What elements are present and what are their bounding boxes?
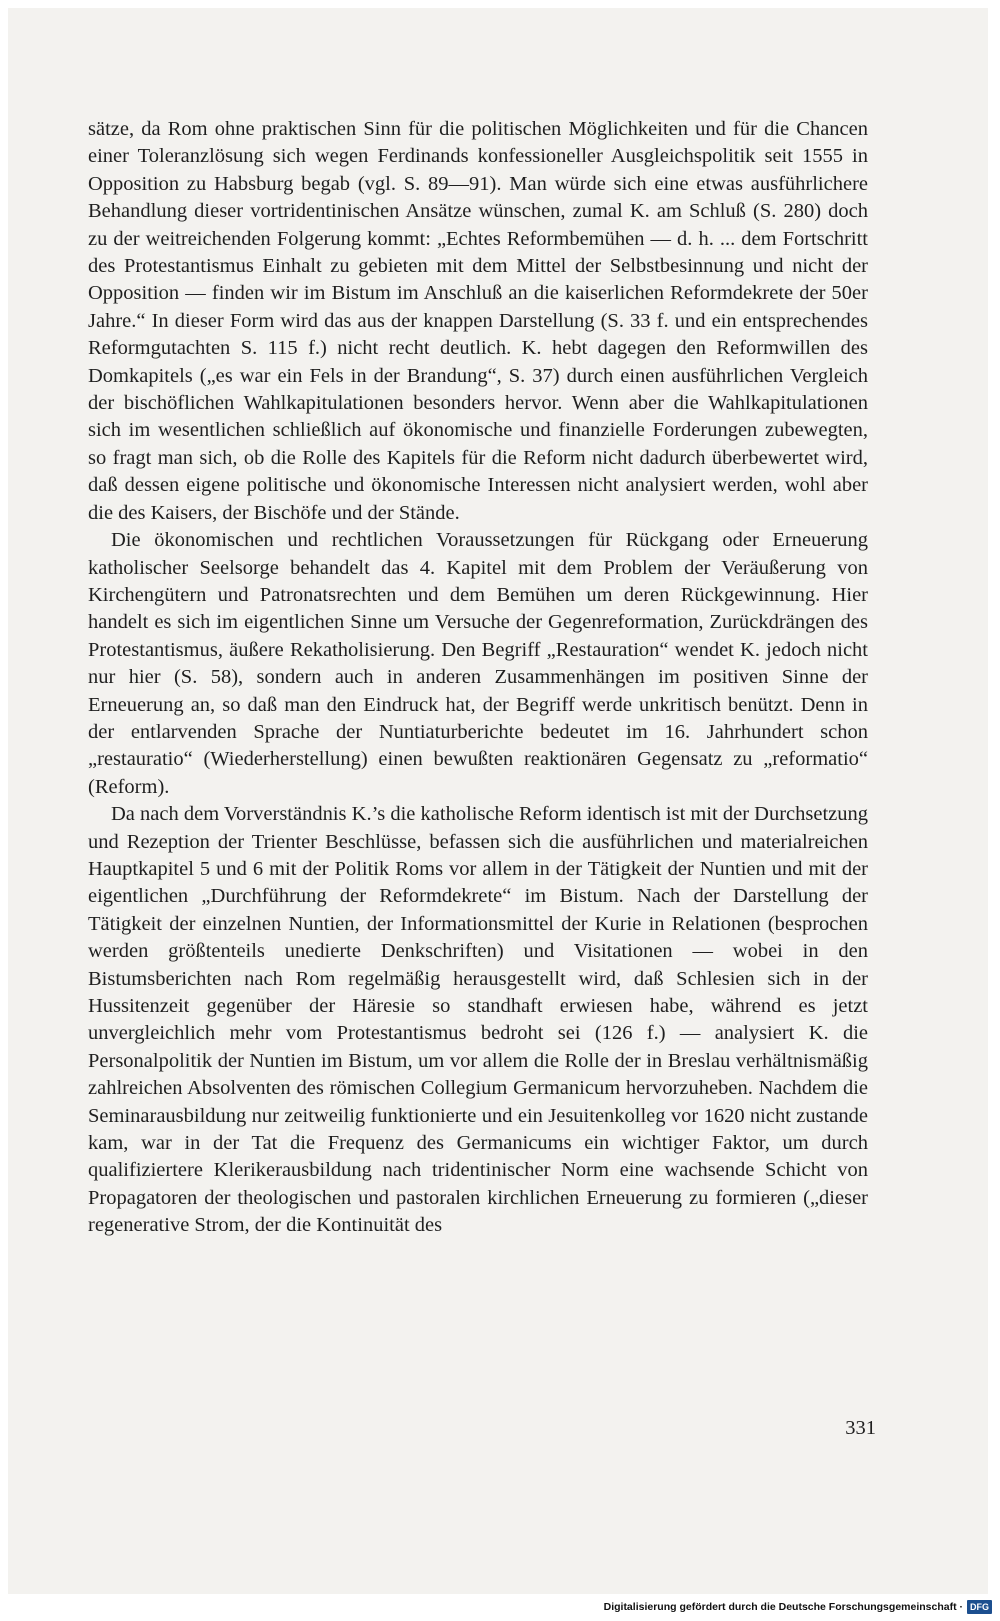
scanned-page xyxy=(8,8,988,1594)
footer-text: Digitalisierung gefördert durch die Deutsche Forschungsgemeinschaft · xyxy=(603,1601,963,1613)
dfg-logo: DFG xyxy=(967,1600,992,1614)
page-number: 331 xyxy=(845,1417,876,1439)
body-text xyxy=(88,116,868,1240)
paragraph-2: Die ökonomischen und rechtlichen Voraussetzungen für Rückgang oder Erneuerung katholischer Seelsorge behandelt das 4. Kapitel mit dem Problem der Veräußerung von Kirchengütern und Patronatsrechten und dem Bemühen um deren Rückgewinnung. Hier handelt es sich im eigentlichen Sinne um Versuche der Gegenreformation, Zurückdrängen des Protestantismus, äußere Rekatholisierung. Den Begriff „Restauration“ wendet K. jedoch nicht nur hier (S. 58), sondern auch in anderen Zusammenhängen im positiven Sinne der Erneuerung an, so daß man den Eindruck hat, der Begriff werde unkritisch benützt. Denn in der entlarvenden Sprache der Nuntiaturberichte bedeutet im 16. Jahrhundert schon „restauratio“ (Wiederherstellung) einen bewußten reaktionären Gegensatz zu „reformatio“ (Reform). xyxy=(88,529,868,798)
digitization-footer xyxy=(604,1599,992,1615)
paragraph-1: sätze, da Rom ohne praktischen Sinn für die politischen Möglichkeiten und für die Chancen einer Toleranzlösung sich wegen Ferdinands konfessioneller Ausgleichspolitik seit 1555 in Opposition zu Habsburg begab (vgl. S. 89—91). Man würde sich eine etwas ausführlichere Behandlung dieser vortridentinischen Ansätze wünschen, zumal K. am Schluß (S. 280) doch zu der weitreichenden Folgerung kommt: „Echtes Reformbemühen — d. h. ... dem Fortschritt des Protestantismus Einhalt zu gebieten mit dem Mittel der Selbstbesinnung und nicht der Opposition — finden wir im Bistum im Anschluß an die kaiserlichen Reformdekrete der 50er Jahre.“ In dieser Form wird das aus der knappen Darstellung (S. 33 f. und ein entsprechendes Reformgutachten S. 115 f.) nicht recht deutlich. K. hebt dagegen den Reformwillen des Domkapitels („es war ein Fels in der Brandung“, S. 37) durch einen ausführlichen Vergleich der bischöflichen Wahlkapitulationen besonders hervor. Wenn aber die Wahlkapitulationen sich im wesentlichen schließlich auf ökonomische und finanzielle Forderungen zubewegten, so fragt man sich, ob die Rolle des Kapitels für die Reform nicht dadurch überbewertet wird, daß dessen eigene politische und ökonomische Interessen nicht analysiert werden, wohl aber die des Kaisers, der Bischöfe und der Stände. xyxy=(88,118,868,524)
paragraph-3: Da nach dem Vorverständnis K.’s die katholische Reform identisch ist mit der Durchsetzung und Rezeption der Trienter Beschlüsse, befassen sich die ausführlichen und materialreichen Hauptkapitel 5 und 6 mit der Politik Roms vor allem in der Tätigkeit der Nuntien und mit der eigentlichen „Durchführung der Reformdekrete“ im Bistum. Nach der Darstellung der Tätigkeit der einzelnen Nuntien, der Informationsmittel der Kurie in Relationen (besprochen werden größtenteils unedierte Denkschriften) und Visitationen — wobei in den Bistumsberichten nach Rom regelmäßig herausgestellt wird, daß Schlesien sich in der Hussitenzeit gegenüber der Häresie so standhaft erwiesen habe, während es jetzt unvergleichlich mehr vom Protestantismus bedroht sei (126 f.) — analysiert K. die Personalpolitik der Nuntien im Bistum, um vor allem die Rolle der in Breslau verhältnismäßig zahlreichen Absolventen des römischen Collegium Germanicum hervorzuheben. Nachdem die Seminarausbildung nur zeitweilig funktionierte und ein Jesuitenkolleg vor 1620 nicht zustande kam, war in der Tat die Frequenz des Germanicums ein wichtiger Faktor, um durch qualifiziertere Klerikerausbildung nach tridentinischer Norm eine wachsende Schicht von Propagatoren der theologischen und pastoralen kirchlichen Erneuerung zu formieren („dieser regenerative Strom, der die Kontinuität des xyxy=(88,803,869,1237)
